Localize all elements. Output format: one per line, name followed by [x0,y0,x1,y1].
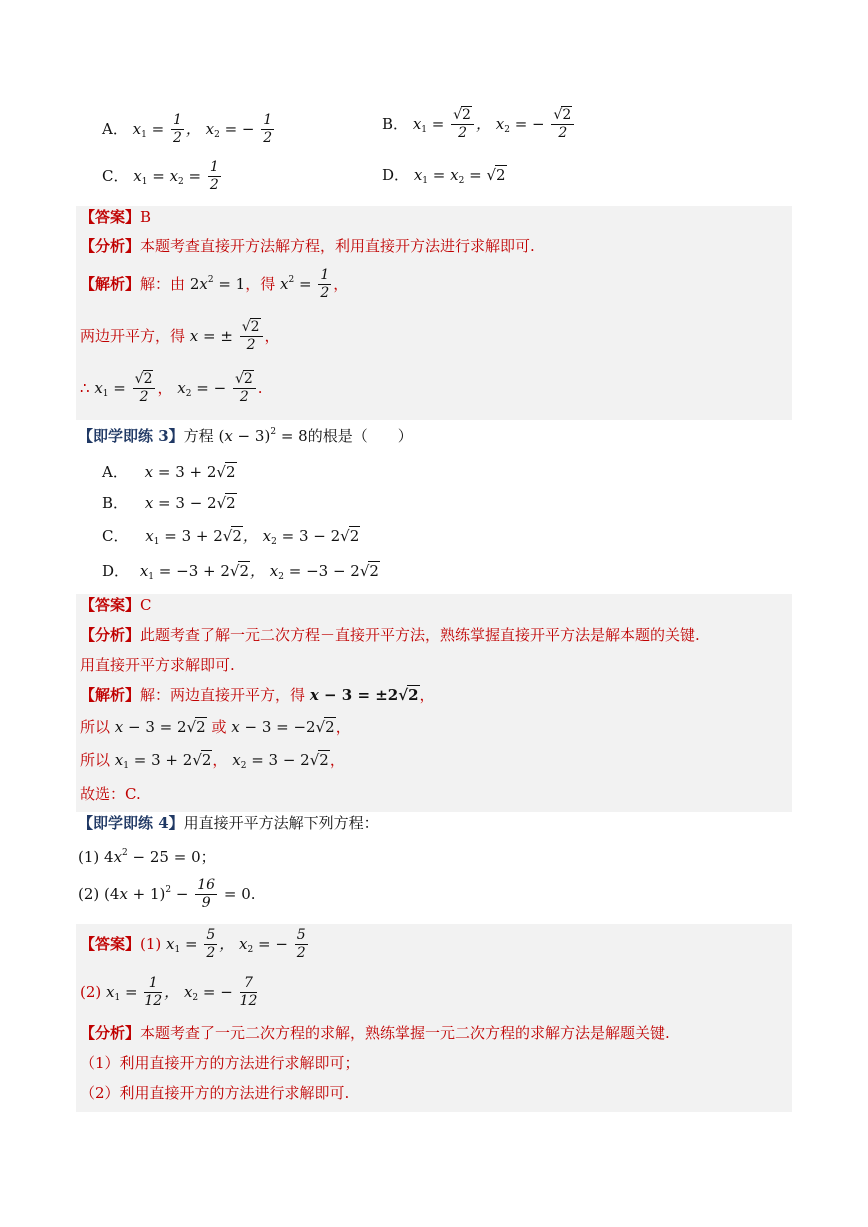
q3-option-c-label: C． [102,527,129,545]
solution-tag: 【解析】 [80,274,141,293]
part2-label: (2) [78,884,100,903]
or-label: 或 [211,718,227,736]
option-c-label: C． [102,166,129,185]
analysis-line-3b [80,658,235,673]
q3-option-a-math: x = 3 + 2√2 [144,463,236,481]
q3-option-a-label: A． [102,463,128,481]
step2-text: （2）利用直接开方的方法进行求解即可. [80,1084,350,1102]
solution-eq5: $x_2$ = − $\frac{√2}{2}$ [177,379,258,397]
analysis-text: 本题考查直接开方法解方程，利用直接开方法进行求解即可. [140,237,535,255]
answer-line-2 [80,210,151,225]
therefore-symbol: ∴ [80,378,90,397]
q3-option-c [102,529,360,547]
answer-value: B [140,208,152,226]
question-4-stem [78,816,379,831]
answer-p2-eq: $x_1$ = $\frac{1}{12}$ ， $x_2$ = − $\frac{7}{12}$ [106,975,258,1010]
solution-line-3c: 所以 $x_1 = 3 + 2√2$， $x_2 = 3 - 2√2$， [80,751,345,771]
option-b-math: $x_1$ = $\frac{√2}{2}$ ， $x_2$ = − $\frac{√2}{2}$ [413,115,576,133]
option-a-math: $x_1$ = $\frac{1}{2}$ ， $x_2$ = − $\frac{1}{2}$ [132,112,273,147]
analysis-tag: 【分析】 [80,1024,141,1042]
solution-eq2: x − 3 = 2√2 [114,718,206,736]
solution-eq4: $x_1$ = $\frac{√2}{2}$ [94,379,157,397]
q3-option-b-math: x = 3 − 2√2 [144,494,236,512]
option-b [382,108,576,142]
option-a-label: A． [102,119,128,138]
question-4-part2: (2) $(4x + 1)^2$ − $\frac{16}{9}$ = 0. [78,877,256,912]
step1-text: （1）利用直接开方的方法进行求解即可； [80,1054,360,1072]
analysis-line-4 [80,1026,670,1041]
q3-option-d-math: $x_1 = -3 + 2√2$， $x_2 = -3 - 2√2$ [139,562,379,582]
solution-mid: ，得 [245,274,276,293]
question-3-eq: $(x - 3)^2 = 8$ [218,427,308,445]
q3-option-a [102,465,237,480]
q3-option-d [102,564,380,582]
answer-p1-eq: $x_1$ = $\frac{5}{2}$ ， $x_2$ = − $\frac{5}{2}$ [166,927,306,962]
analysis-step-1 [80,1056,360,1071]
solution-tag: 【解析】 [80,686,141,704]
option-d-label: D． [382,166,410,184]
option-b-label: B． [382,114,409,133]
option-c-math: $x_1 = x_2$ = $\frac{1}{2}$ [133,159,219,194]
q3-option-c-math: $x_1 = 3 + 2√2$， $x_2 = 3 - 2√2$ [145,527,360,547]
solution-eq2: $x^2$ = $\frac{1}{2}$ [280,267,330,302]
solution-eq3: x = ± $\frac{√2}{2}$ [190,327,265,345]
solution-line-2a: 【解析】解：由 $2x^2 = 1$，得 $x^2$ = $\frac{1}{2}$ ， [80,267,349,302]
option-a [102,113,276,147]
so-label-1: 所以 [80,718,111,736]
answer-tag: 【答案】 [80,596,141,614]
option-d-math: $x_1 = x_2 = √2$ [413,166,506,186]
answer-line-4a [80,928,310,962]
part2-eq: $(4x + 1)^2$ − $\frac{16}{9}$ = 0 [104,877,251,912]
solution-lead: 解：由 [140,274,186,293]
solution-line-2b: 两边开平方，得 x = ± $\frac{√2}{2}$ ， [80,319,280,354]
analysis-line-2 [80,239,535,254]
choice-line-3 [80,787,141,802]
question-3-tag: 【即学即练 3】 [78,427,184,445]
option-d [382,168,507,186]
analysis-line-3 [80,628,700,643]
question-4-text: 用直接开平方法解下列方程： [183,814,379,832]
choice-text: 故选：C. [80,785,141,803]
answer-line-3 [80,598,152,613]
solution-eq5: $x_2 = 3 - 2√2$ [232,751,329,771]
answer-tag: 【答案】 [80,208,141,226]
analysis-text: 此题考查了解一元二次方程－直接开平方法，熟练掌握直接开平方法是解本题的关键. [140,626,700,644]
solution-line2-lead: 两边开平方，得 [80,326,186,345]
analysis-text: 本题考查了一元二次方程的求解，熟练掌握一元二次方程的求解方法是解题关键. [140,1024,670,1042]
answer-tag: 【答案】 [80,934,141,953]
question-3-stem [78,428,413,444]
part1-label: (1) [78,848,100,866]
part1-eq: $4x^2 - 25 = 0$ [104,848,201,866]
answer-value: C [140,596,152,614]
solution-line-2c: ∴ $x_1$ = $\frac{√2}{2}$ ， $x_2$ = − $\frac{√2}{2}$ . [80,371,263,406]
answer-line-4b [80,976,259,1010]
question-3-tail: 的根是（ ） [307,427,413,445]
analysis-tag: 【分析】 [80,626,141,644]
question-4-tag: 【即学即练 4】 [78,814,184,832]
q3-option-d-label: D． [102,562,130,580]
q3-option-b-label: B． [102,494,129,512]
option-c [102,160,223,194]
analysis-tag: 【分析】 [80,237,141,255]
q3-option-b [102,496,237,511]
analysis-text-2: 用直接开平方求解即可. [80,656,235,674]
solution-eq1: x − 3 = ±2√2 [309,686,419,704]
solution-lead: 解：两边直接开平方，得 [140,686,306,704]
question-3-lead: 方程 [183,427,214,445]
solution-eq4: $x_1 = 3 + 2√2$ [114,751,212,771]
answer-p1-label: (1) [140,934,162,953]
solution-line-3a: 【解析】解：两边直接开平方，得 x − 3 = ±2√2， [80,686,435,704]
solution-eq3: x − 3 = −2√2 [231,718,335,736]
solution-eq1: $2x^2 = 1$ [189,274,246,293]
question-4-part1: (1) $4x^2 - 25 = 0$； [78,848,216,866]
so-label-2: 所以 [80,751,111,769]
answer-p2-label: (2) [80,982,102,1001]
analysis-step-2 [80,1086,349,1101]
solution-line-3b: 所以 x − 3 = 2√2 或 x − 3 = −2√2， [80,718,351,736]
